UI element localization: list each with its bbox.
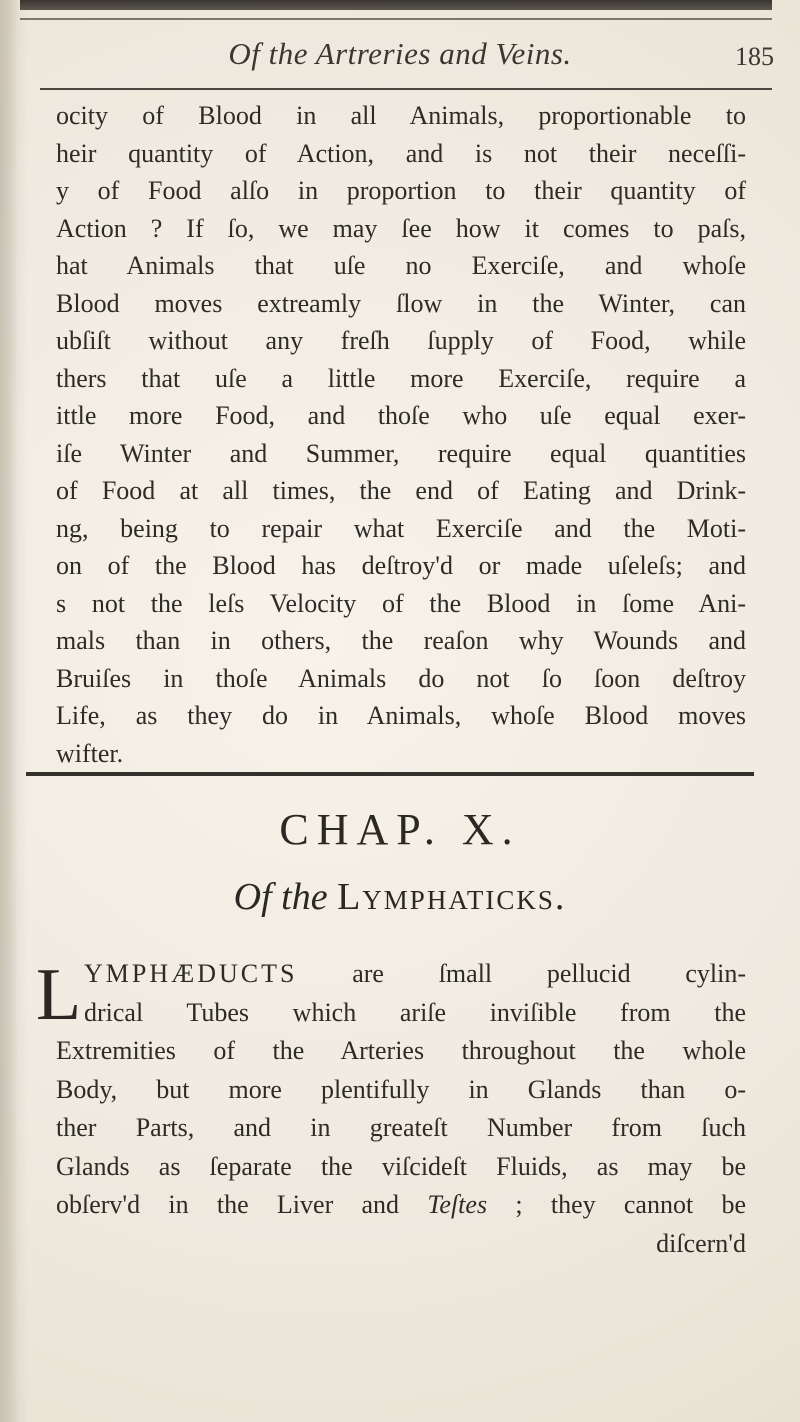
header-rule <box>40 88 772 90</box>
text-line: ocity of Blood in all Animals, proportionable to <box>56 101 746 130</box>
text-line: ittle more Food, and thoſe who uſe equal exer- <box>56 401 746 430</box>
page-gutter-shadow <box>0 0 18 1422</box>
drop-cap: L <box>36 954 82 1036</box>
running-head: Of the Artreries and Veins. <box>228 36 572 71</box>
catchword: diſcern'd <box>656 1228 746 1258</box>
chapter-heading: CHAP. X. <box>279 805 521 854</box>
text-line: wifter. <box>56 738 124 768</box>
page-number: 185 <box>735 42 774 71</box>
text-line: Action ? If ſo, we may ſee how it comes to paſs, <box>56 213 746 243</box>
paragraph-continuation <box>56 97 746 772</box>
text-line: Glands as ſeparate the viſcideſt Fluids, as may be <box>56 1151 746 1181</box>
text-line: Extremities of the Arteries throughout the whole <box>56 1036 746 1065</box>
text-line: Body, but more plentifully in Glands than o- <box>56 1074 746 1104</box>
paragraph-lymphaticks <box>56 955 746 1263</box>
text-line: Life, as they do in Animals, whoſe Blood moves <box>56 701 746 730</box>
text-line: y of Food alſo in proportion to their quantity of <box>56 176 746 205</box>
section-divider-rule <box>26 772 754 776</box>
chapter-title-caps: Lymphaticks. <box>337 876 567 918</box>
line-segment: ; they cannot be <box>515 1190 747 1219</box>
text-line: of Food at all times, the end of Eating and Drink- <box>56 476 746 505</box>
text-line: Blood moves extreamly ſlow in the Winter, can <box>56 288 746 318</box>
text-line: on of the Blood has deſtroy'd or made uſeleſs; and <box>56 551 746 580</box>
text-line: ther Parts, and in greateſt Number from ſuch <box>56 1113 746 1142</box>
text-line: hat Animals that uſe no Exerciſe, and whoſe <box>56 251 746 280</box>
text-line: s not the leſs Velocity of the Blood in ſome Ani- <box>56 588 746 618</box>
text-line: ng, being to repair what Exerciſe and the Moti- <box>56 513 746 543</box>
text-line: ubſiſt without any freſh ſupply of Food, while <box>56 326 746 355</box>
text-line-mixed <box>56 1186 746 1225</box>
text-line: mals than in others, the reaſon why Wounds and <box>56 626 746 655</box>
chapter-title <box>120 875 680 919</box>
top-border-rule <box>20 0 772 10</box>
text-line: iſe Winter and Summer, require equal quantities <box>56 438 746 468</box>
text-line: Bruiſes in thoſe Animals do not ſo ſoon deſtroy <box>56 663 746 693</box>
top-border-rule-thin <box>20 18 772 20</box>
first-word-small-caps: YMPHÆDUCTS <box>84 959 298 988</box>
text-line: drical Tubes which ariſe inviſible from the <box>84 997 746 1027</box>
text-line: thers that uſe a little more Exerciſe, require a <box>56 363 746 393</box>
chapter-title-italic: Of the <box>233 876 328 918</box>
text-line: heir quantity of Action, and is not their neceſſi- <box>56 138 746 168</box>
text-line-first <box>56 955 746 994</box>
first-line-rest: are ſmall pellucid cylin- <box>352 959 746 988</box>
line-segment: obſerv'd in the Liver and <box>56 1190 400 1219</box>
line-segment-italic: Teſtes <box>427 1190 488 1219</box>
